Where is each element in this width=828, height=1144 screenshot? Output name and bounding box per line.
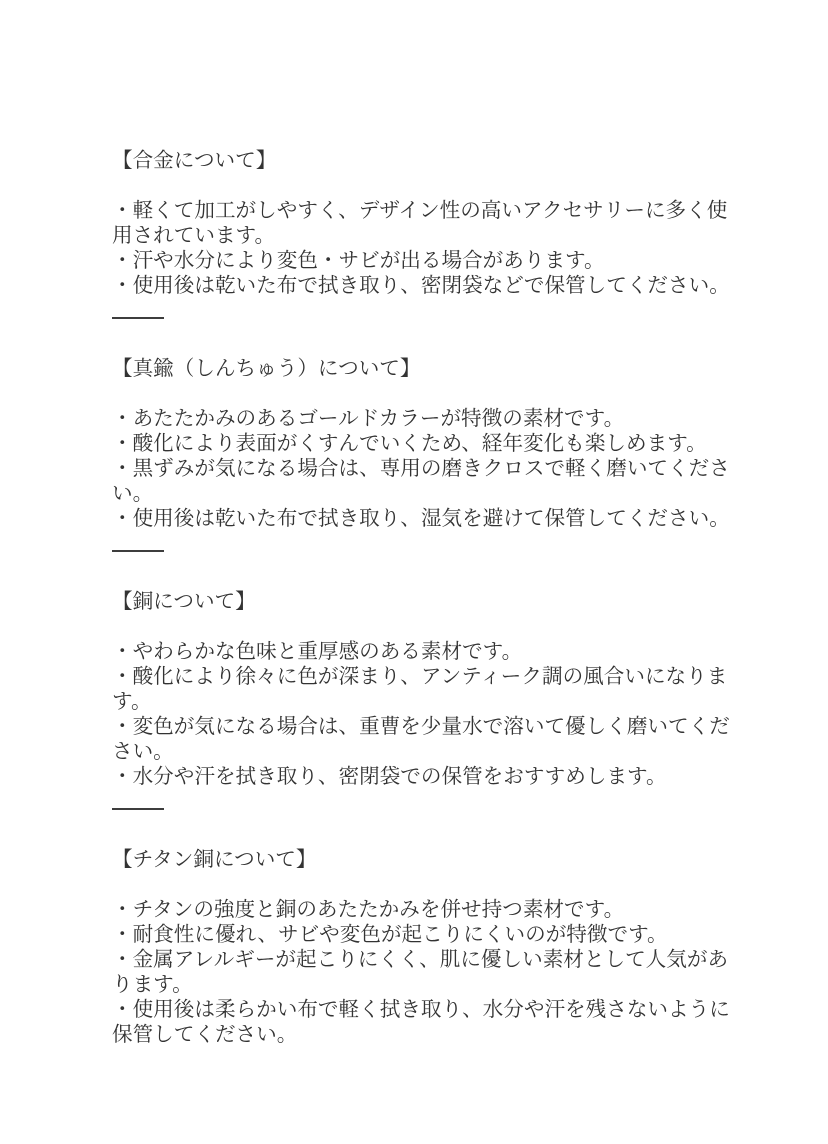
section-divider	[112, 808, 733, 833]
bullet-item: ・酸化により徐々に色が深まり、アンティーク調の風合いになります。	[112, 665, 728, 713]
section-title: 【チタン銅について】	[112, 848, 317, 871]
section-divider	[112, 317, 733, 342]
bullet-item: ・金属アレルギーが起こりにくく、肌に優しい素材として人気があります。	[112, 948, 729, 996]
bullet-item: ・耐食性に優れ、サビや変色が起こりにくいのが特徴です。	[112, 923, 668, 946]
section-titanium-copper	[112, 847, 733, 1047]
divider-line	[112, 550, 164, 552]
bullet-item: ・チタンの強度と銅のあたたかみを併せ持つ素材です。	[112, 898, 625, 921]
bullet-item: ・変色が気になる場合は、重曹を少量水で溶いて優しく磨いてください。	[112, 715, 730, 763]
bullet-item: ・使用後は乾いた布で拭き取り、湿気を避けて保管してください。	[112, 507, 730, 530]
section-brass	[112, 356, 733, 531]
material-description-text	[112, 148, 733, 1047]
section-title: 【銅について】	[112, 590, 256, 613]
bullet-item: ・あたたかみのあるゴールドカラーが特徴の素材です。	[112, 407, 625, 430]
section-title: 【合金について】	[112, 149, 277, 172]
section-title: 【真鍮（しんちゅう）について】	[112, 357, 421, 380]
bullet-item: ・酸化により表面がくすんでいくため、経年変化も楽しめます。	[112, 432, 707, 455]
bullet-list	[112, 198, 733, 298]
bullet-item: ・黒ずみが気になる場合は、専用の磨きクロスで軽く磨いてください。	[112, 457, 730, 505]
bullet-list	[112, 406, 733, 531]
bullet-item: ・軽くて加工がしやすく、デザイン性の高いアクセサリーに多く使用されています。	[112, 199, 728, 247]
divider-line	[112, 317, 164, 319]
bullet-list	[112, 897, 733, 1047]
section-divider	[112, 550, 733, 575]
divider-line	[112, 808, 164, 810]
bullet-item: ・使用後は柔らかい布で軽く拭き取り、水分や汗を残さないように保管してください。	[112, 998, 730, 1046]
bullet-item: ・使用後は乾いた布で拭き取り、密閉袋などで保管してください。	[112, 274, 730, 297]
section-alloy	[112, 148, 733, 298]
bullet-item: ・水分や汗を拭き取り、密閉袋での保管をおすすめします。	[112, 765, 667, 788]
bullet-list	[112, 639, 733, 789]
bullet-item: ・やわらかな色味と重厚感のある素材です。	[112, 640, 523, 663]
section-copper	[112, 589, 733, 789]
bullet-item: ・汗や水分により変色・サビが出る場合があります。	[112, 249, 605, 272]
